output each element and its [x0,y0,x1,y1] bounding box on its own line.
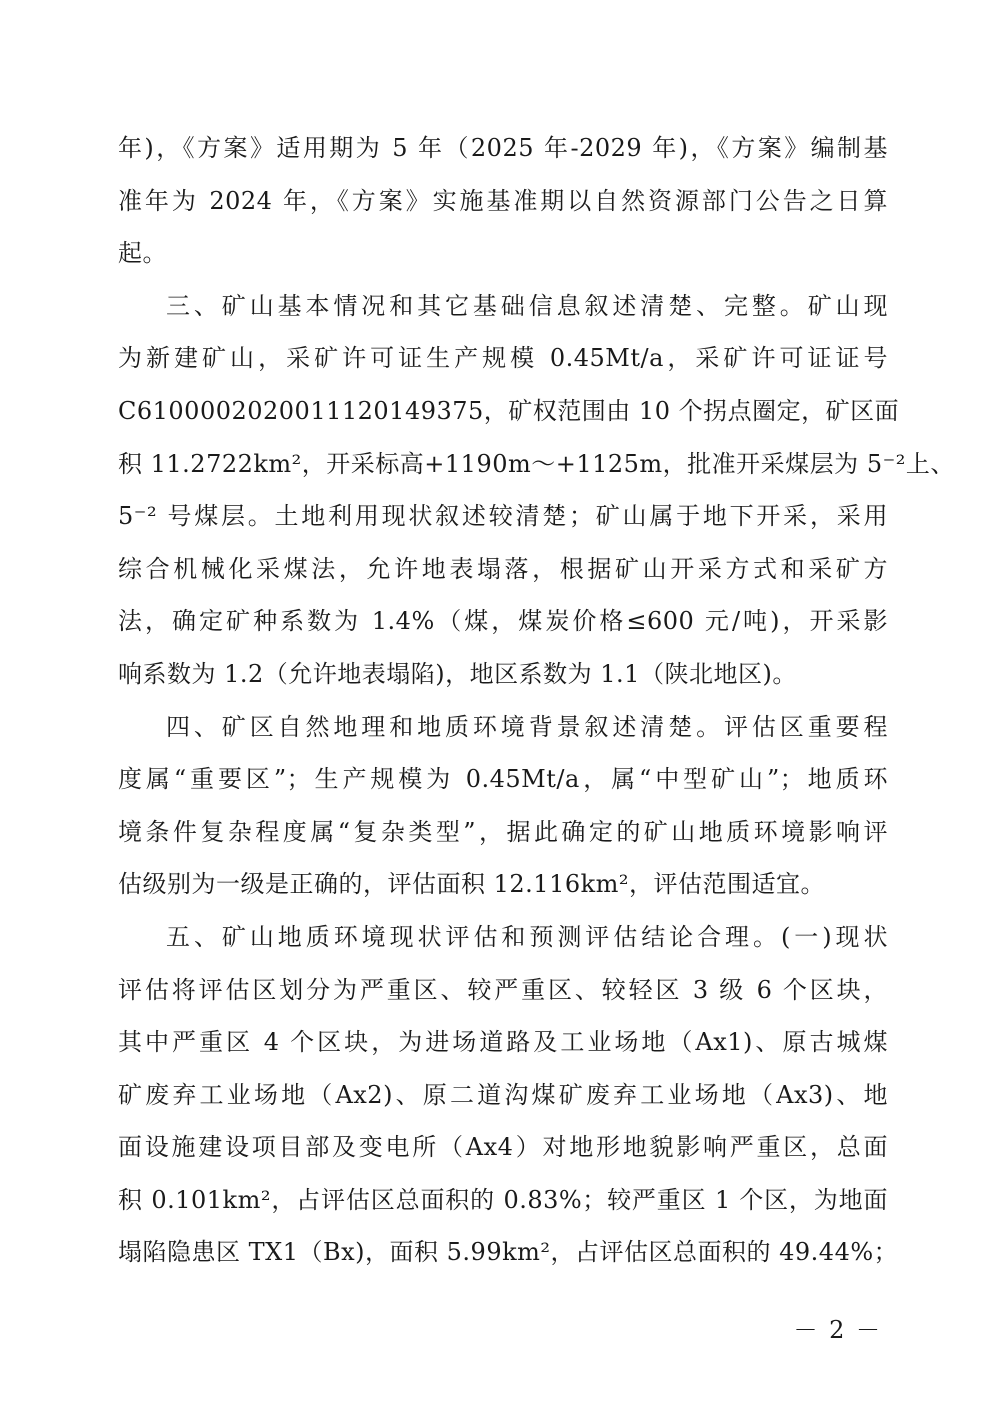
text-line: 积 11.2722km²，开采标高+1190m～+1125m，批准开采煤层为 5⁻²上、 [118,449,955,478]
text-line: 综合机械化采煤法，允许地表塌落，根据矿山开采方式和采矿方 [118,554,888,583]
text-line: 五、矿山地质环境现状评估和预测评估结论合理。(一)现状 [166,922,888,951]
text-line: 积 0.101km²，占评估区总面积的 0.83%；较严重区 1 个区，为地面 [118,1185,888,1214]
text-line: 三、矿山基本情况和其它基础信息叙述清楚、完整。矿山现 [166,291,888,320]
paragraph-1 [118,122,888,280]
text-line: 估级别为一级是正确的，评估面积 12.116km²，评估范围适宜。 [118,870,826,899]
document-body [118,122,955,1279]
text-line: 起。 [118,239,167,268]
text-line: 其中严重区 4 个区块，为进场道路及工业场地（Ax1)、原古城煤 [118,1028,888,1057]
text-line: 为新建矿山，采矿许可证生产规模 0.45Mt/a，采矿许可证证号 [118,344,888,373]
paragraph-2 [118,280,955,701]
text-line: 四、矿区自然地理和地质环境背景叙述清楚。评估区重要程 [166,712,888,741]
text-line: 矿废弃工业场地（Ax2)、原二道沟煤矿废弃工业场地（Ax3)、地 [118,1080,888,1109]
text-line: 响系数为 1.2（允许地表塌陷)，地区系数为 1.1（陕北地区)。 [118,659,797,688]
paragraph-4 [118,911,899,1279]
paragraph-3 [118,701,888,911]
text-line: 塌陷隐患区 TX1（Bx)，面积 5.99km²，占评估区总面积的 49.44%； [118,1238,899,1267]
text-line: 法，确定矿种系数为 1.4%（煤，煤炭价格≤600 元/吨)，开采影 [118,607,888,636]
text-line: 5⁻² 号煤层。土地利用现状叙述较清楚；矿山属于地下开采，采用 [118,502,888,531]
text-line: 年)，《方案》适用期为 5 年（2025 年-2029 年)，《方案》编制基 [118,134,888,162]
text-line: 度属“重要区”；生产规模为 0.45Mt/a，属“中型矿山”；地质环 [118,765,888,794]
text-line: 评估将评估区划分为严重区、较严重区、较轻区 3 级 6 个区块， [118,975,888,1004]
text-line: 面设施建设项目部及变电所（Ax4）对地形地貌影响严重区，总面 [118,1133,888,1162]
page-number: － 2 － [793,1316,882,1344]
text-line: C6100002020011120149375，矿权范围由 10 个拐点圈定，矿区面 [118,396,900,425]
text-line: 境条件复杂程度属“复杂类型”，据此确定的矿山地质环境影响评 [118,817,888,846]
text-line: 准年为 2024 年，《方案》实施基准期以自然资源部门公告之日算 [118,186,888,215]
